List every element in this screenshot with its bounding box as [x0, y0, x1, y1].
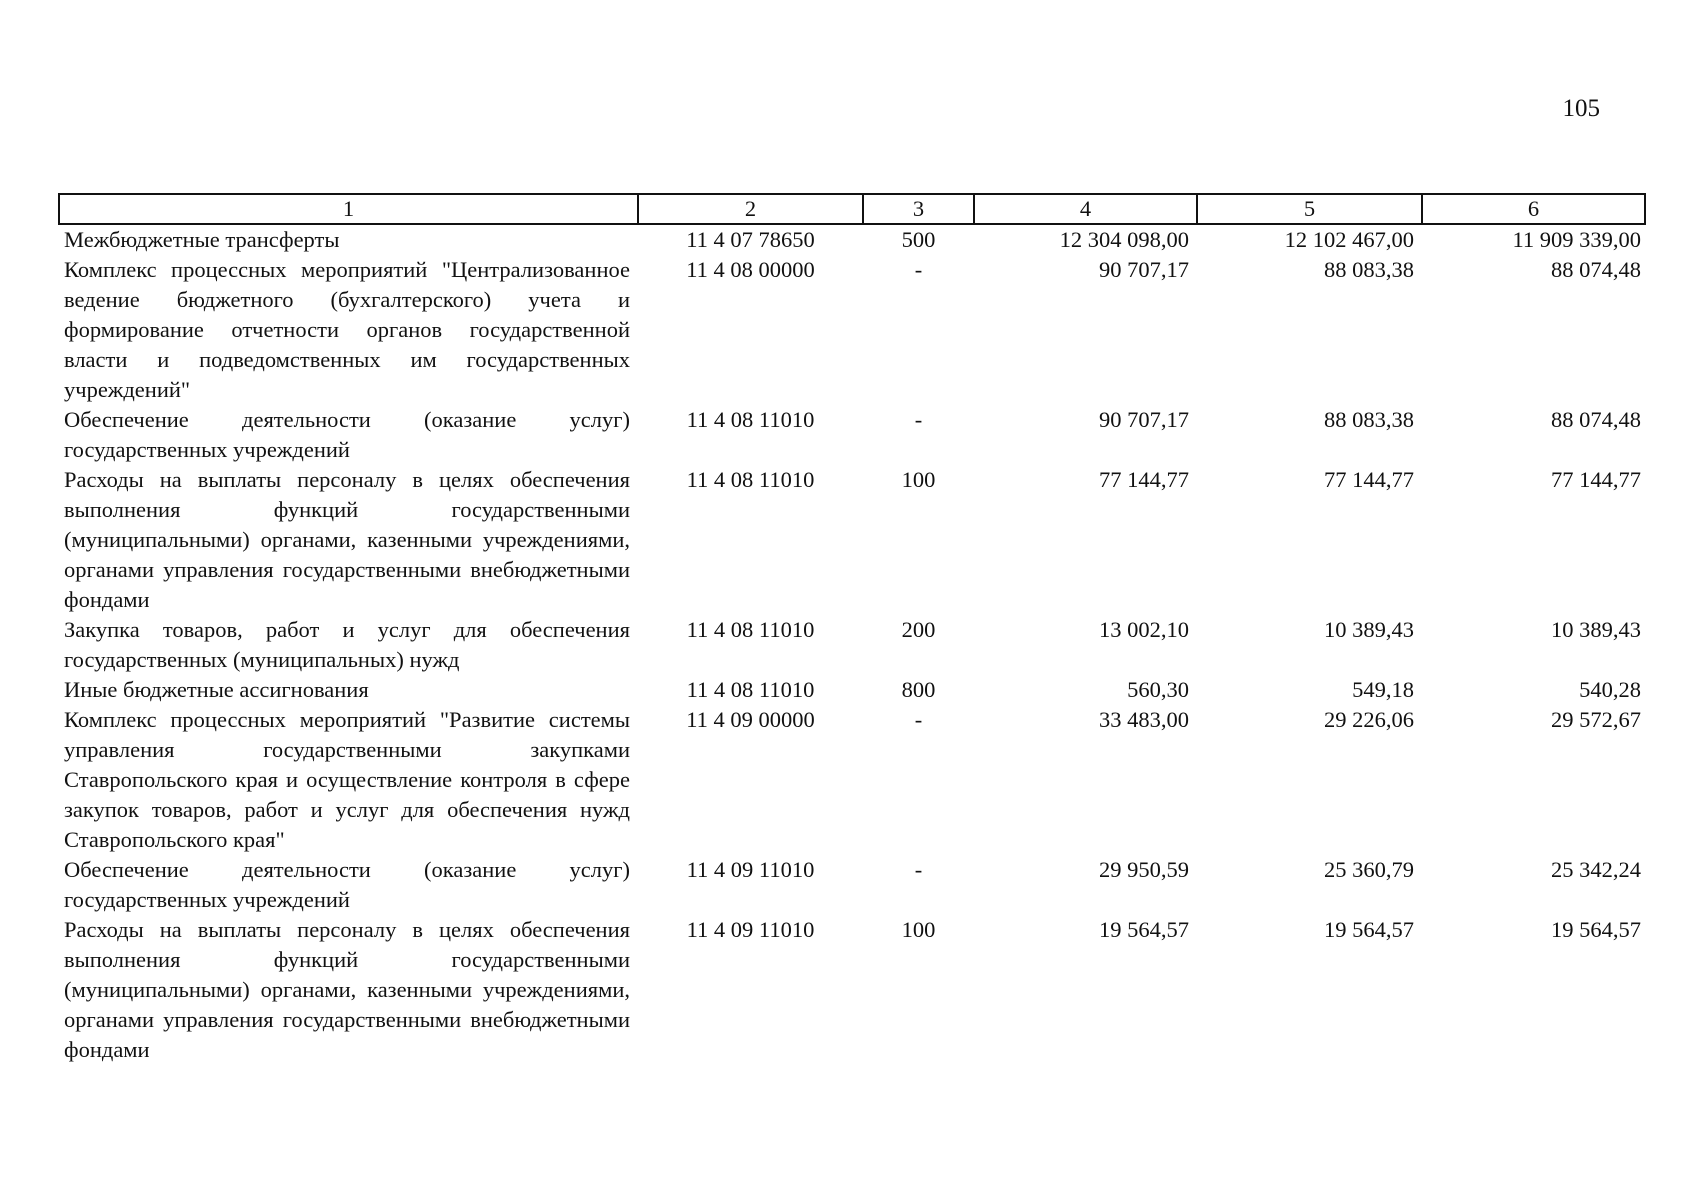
budget-table — [58, 193, 1646, 1065]
row-name: Закупка товаров, работ и услуг для обеспечения государственных (муниципальных) нужд — [64, 617, 630, 672]
row-expense-type: - — [914, 707, 923, 732]
row-name: Комплекс процессных мероприятий "Развитие системы управления государственными закупками Ставропольского края и осуществление контроля в сфере закупок товаров, работ и услуг для обеспечения нужд Ставропольского края" — [64, 707, 630, 852]
row-code: 11 4 09 00000 — [686, 707, 815, 732]
row-name: Иные бюджетные ассигнования — [64, 677, 369, 702]
table-row — [59, 255, 1645, 405]
row-value-4: 33 483,00 — [1099, 707, 1189, 732]
table-row — [59, 615, 1645, 675]
column-number-2: 2 — [638, 194, 863, 224]
row-expense-type: 500 — [901, 227, 936, 252]
row-value-6: 88 074,48 — [1551, 407, 1641, 432]
row-value-5: 29 226,06 — [1324, 707, 1414, 732]
row-value-5: 549,18 — [1352, 677, 1414, 702]
table-row — [59, 465, 1645, 615]
table-header — [59, 194, 1645, 224]
row-value-4: 90 707,17 — [1099, 407, 1189, 432]
header-row — [59, 194, 1645, 224]
row-value-5: 10 389,43 — [1324, 617, 1414, 642]
row-name: Расходы на выплаты персоналу в целях обеспечения выполнения функций государственными (муниципальными) органами, казенными учреждениями, органами управления государственными внебюджетными фондами — [64, 917, 630, 1062]
row-name: Расходы на выплаты персоналу в целях обеспечения выполнения функций государственными (муниципальными) органами, казенными учреждениями, органами управления государственными внебюджетными фондами — [64, 467, 630, 612]
row-value-5: 12 102 467,00 — [1284, 227, 1414, 252]
table-row — [59, 224, 1645, 255]
row-value-4: 19 564,57 — [1099, 917, 1189, 942]
table-row — [59, 915, 1645, 1065]
row-value-4: 90 707,17 — [1099, 257, 1189, 282]
row-code: 11 4 09 11010 — [686, 857, 815, 882]
row-code: 11 4 08 11010 — [686, 467, 815, 492]
row-value-5: 77 144,77 — [1324, 467, 1414, 492]
row-expense-type: 100 — [901, 917, 936, 942]
row-value-4: 12 304 098,00 — [1059, 227, 1189, 252]
table-row — [59, 705, 1645, 855]
column-number-3: 3 — [863, 194, 974, 224]
row-expense-type: 100 — [901, 467, 936, 492]
row-expense-type: 800 — [901, 677, 936, 702]
row-code: 11 4 07 78650 — [686, 227, 815, 252]
row-name: Комплекс процессных мероприятий "Централизованное ведение бюджетного (бухгалтерского) учета и формирование отчетности органов государственной власти и подведомственных им государственных учреждений" — [64, 257, 630, 402]
row-value-5: 19 564,57 — [1324, 917, 1414, 942]
column-number-4: 4 — [974, 194, 1197, 224]
column-number-5: 5 — [1197, 194, 1422, 224]
row-code: 11 4 08 11010 — [686, 407, 815, 432]
row-code: 11 4 08 00000 — [686, 257, 815, 282]
row-value-6: 19 564,57 — [1551, 917, 1641, 942]
row-name: Обеспечение деятельности (оказание услуг) государственных учреждений — [64, 857, 630, 912]
row-value-4: 13 002,10 — [1099, 617, 1189, 642]
row-code: 11 4 09 11010 — [686, 917, 815, 942]
row-name: Межбюджетные трансферты — [64, 227, 340, 252]
row-value-5: 88 083,38 — [1324, 407, 1414, 432]
table-row — [59, 405, 1645, 465]
row-value-4: 29 950,59 — [1099, 857, 1189, 882]
row-value-6: 25 342,24 — [1551, 857, 1641, 882]
row-value-5: 88 083,38 — [1324, 257, 1414, 282]
table-row — [59, 855, 1645, 915]
row-value-6: 88 074,48 — [1551, 257, 1641, 282]
page-number: 105 — [1562, 95, 1600, 122]
row-expense-type: 200 — [901, 617, 936, 642]
row-value-6: 77 144,77 — [1551, 467, 1641, 492]
column-number-1: 1 — [59, 194, 638, 224]
table-body — [59, 224, 1645, 1065]
table-row — [59, 675, 1645, 705]
row-value-6: 10 389,43 — [1551, 617, 1641, 642]
column-number-6: 6 — [1422, 194, 1645, 224]
row-value-4: 560,30 — [1127, 677, 1189, 702]
row-expense-type: - — [914, 407, 923, 432]
row-value-4: 77 144,77 — [1099, 467, 1189, 492]
row-value-6: 11 909 339,00 — [1512, 227, 1641, 252]
row-value-6: 540,28 — [1579, 677, 1641, 702]
row-expense-type: - — [914, 257, 923, 282]
row-code: 11 4 08 11010 — [686, 617, 815, 642]
row-name: Обеспечение деятельности (оказание услуг) государственных учреждений — [64, 407, 630, 462]
row-value-6: 29 572,67 — [1551, 707, 1641, 732]
row-value-5: 25 360,79 — [1324, 857, 1414, 882]
row-code: 11 4 08 11010 — [686, 677, 815, 702]
row-expense-type: - — [914, 857, 923, 882]
